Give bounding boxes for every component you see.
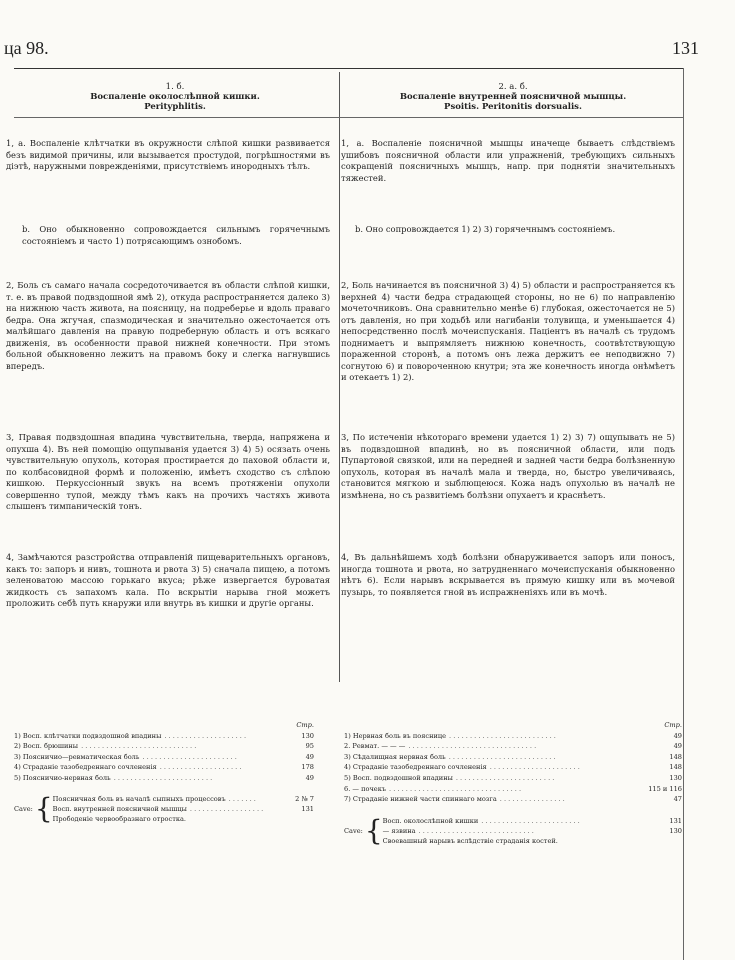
col2-latin: Psoitis. Peritonitis dorsualis. (444, 102, 582, 112)
cave-row: Поясничная боль въ началѣ сыпныхъ процессовъ . . . . . . . 2 № 7 (52, 795, 314, 803)
footnote-label: 4) Страданіе тазобедреннаго сочлененія (14, 763, 157, 772)
footnote-page: 49 (305, 773, 314, 782)
footnote-label: 6. — почекъ (344, 784, 387, 793)
footnote-label: 4) Страданіе тазобедреннаго сочлененія (344, 763, 487, 772)
cave-left (14, 794, 314, 824)
col2-title: Воспаленіе внутренней поясничной мышцы. (399, 92, 627, 102)
footnotes-left (14, 720, 314, 784)
footnote-row: 3) Сѣдалищная нервная боль . . . . . . . . . . . . . . . . . . . . . . . . . . 148 (344, 752, 682, 761)
footnote-page: 115 и 116 (648, 784, 682, 793)
col1-heading (20, 82, 330, 112)
footnote-row: 2) Восп. брюшины . . . . . . . . . . . . . . . . . . . . . . . . . . . . 95 (14, 742, 314, 751)
footnote-label: 3) Поясничио—ревматическая боль (14, 752, 140, 761)
brace-glyph: { (364, 814, 383, 847)
footnote-label: 1) Нервная боль въ пояснице (344, 731, 446, 740)
footnote-row: 5) Поясничио-нервная боль . . . . . . . . . . . . . . . . . . . . . . . . 49 (14, 773, 314, 782)
header-rule (14, 68, 684, 69)
col2-number: 2. а. б. (498, 82, 528, 92)
running-header: ца 98. (4, 38, 49, 58)
col1-number: 1. б. (165, 82, 185, 92)
col1-para-2: 2, Боль съ самаго начала сосредоточивается въ области слѣпой кишки, т. е. въ правой подвздошной ямѣ 2), откуда распространяется далеко 3) на нижнюю часть живота, на поясницу, на подреберье и вдоль праваго бедра. Она жгучая, спазмодическая и значительно ожесточается отъ малѣйшаго давленія на правую подреберную область и отъ всякаго движенія, въ особенности правой нижней конечности. При этомъ больной обыкновенно лежитъ на правомъ боку и слегка нагнувшись впередъ. (6, 280, 330, 371)
col1-latin: Perityphlitis. (144, 102, 206, 112)
footnote-label: 5) Поясничио-нервная боль (14, 773, 111, 782)
cave-item: Прободеніе червообразнаго отростка. (52, 815, 186, 823)
footnote-page: 148 (669, 763, 682, 772)
footnote-row: 4) Страданіе тазобедреннаго сочлененія . . . . . . . . . . . . . . . . . . . . 178 (14, 763, 314, 772)
footnote-row: 3) Поясничио—ревматическая боль . . . . . . . . . . . . . . . . . . . . . . . 49 (14, 752, 314, 761)
heading-rule (14, 117, 684, 118)
cave-page: 130 (669, 827, 682, 835)
footnote-row: 7) Страданіе нижней части спиннаго мозга . . . . . . . . . . . . . . . . 47 (344, 795, 682, 804)
footnotes-right-str: Стр. (664, 721, 682, 729)
footnotes-left-str: Стр. (296, 721, 314, 729)
footnote-label: 2. Ревмат. — — — (344, 742, 406, 751)
cave-row: Восп. внутренней поясничной мышцы . . . . . . . . . . . . . . . . . . 131 (52, 805, 314, 813)
page-number: 131 (672, 38, 699, 58)
cave-page: 131 (301, 805, 314, 813)
footnote-page: 95 (305, 742, 314, 751)
cave-row: — язвина . . . . . . . . . . . . . . . . . . . . . . . . . . . . 130 (382, 827, 682, 835)
cave-item: Своевашный нарывъ вслѣдствіе страданія костей. (382, 837, 558, 845)
brace-glyph: { (34, 792, 53, 825)
footnote-row: 5) Восп. подвздошной впадины . . . . . . . . . . . . . . . . . . . . . . . . 130 (344, 773, 682, 782)
col2-para-4: 4, Въ дальнѣйшемъ ходѣ болѣзни обнаруживается запоръ или поносъ, иногда тошнота и рвота, но затрудненнаго мочеиспусканія обыкновенно нѣтъ 6). Если нарывъ вскрывается въ прямую кишку или въ мочевой пузырь, то появляется гной въ испражненіяхъ или въ мочѣ. (341, 552, 675, 597)
page-edge-rule (683, 68, 684, 960)
footnote-label: 1) Восп. клѣтчатки подвздошной впадины (14, 731, 162, 740)
cave-right (344, 816, 682, 846)
footnote-label: 3) Сѣдалищная нервная боль (344, 752, 446, 761)
cave-page: 131 (669, 817, 682, 825)
cave-row: Восп. околослѣпной кишки . . . . . . . . . . . . . . . . . . . . . . . . 131 (382, 817, 682, 825)
footnote-row: 6. — почекъ . . . . . . . . . . . . . . . . . . . . . . . . . . . . . . . . 115 и 116 (344, 784, 682, 793)
footnotes-right (344, 720, 682, 805)
cave-label: Cave: (14, 805, 33, 813)
col1-title: Воспаленіе околослѣпной кишки. (90, 92, 260, 102)
col2-para-1b: b. Оно сопровождается 1) 2) 3) горячечнымъ состояніемъ. (355, 224, 616, 234)
column-divider (339, 72, 340, 682)
footnote-page: 130 (669, 773, 682, 782)
cave-label: Cave: (344, 827, 363, 835)
cave-row (53, 814, 314, 824)
footnote-page: 47 (673, 795, 682, 804)
col2-heading (348, 82, 678, 112)
col2-para-1a: 1, а. Воспаленіе поясничной мышцы иначеще бываетъ слѣдствіемъ ушибовъ поясничной области или упражненій, требующихъ сильныхъ сокращеній поясничныхъ мышцъ, напр. при поднятіи значительныхъ тяжестей. (341, 138, 675, 183)
footnote-page: 130 (301, 731, 314, 740)
footnote-page: 49 (673, 731, 682, 740)
footnote-label: 2) Восп. брюшины (14, 742, 79, 751)
footnote-label: 7) Страданіе нижней части спиннаго мозга (344, 795, 497, 804)
footnote-page: 148 (669, 752, 682, 761)
cave-item: Восп. внутренней поясничной мышцы (52, 805, 187, 813)
col2-para-3: 3, По истеченіи нѣкотораго времени удается 1) 2) 3) 7) ощупывать не 5) въ подвздошной впадинѣ, но въ поясничной области, или подъ Пупартовой связкой, или на передней и задней части бедра болѣзненную опухоль, которая въ началѣ мала и тверда, но, быстро увеличиваясь, становится мягкою и зыблющеюся. Кожа надъ опухолью въ началѣ не измѣнена, но съ развитіемъ болѣзни опухаетъ и краснѣетъ. (341, 432, 675, 500)
footnote-page: 49 (305, 752, 314, 761)
cave-item: — язвина (382, 827, 416, 835)
col1-para-4: 4, Замѣчаются разстройства отправленій пищеварительныхъ органовъ, какъ то: запоръ и нивъ, тошнота и рвота 3) 5) сначала пищею, а потомъ зеленоватою массою горькаго вкуса; рѣже извергается буроватая жидкость съ запахомъ кала. По вскрытіи нарыва гной можетъ проложить себѣ путь кнаружи или внутрь въ кишки и другіе органы. (6, 552, 330, 608)
cave-item: Восп. околослѣпной кишки (382, 817, 479, 825)
footnote-row: 1) Восп. клѣтчатки подвздошной впадины . . . . . . . . . . . . . . . . . . . . 130 (14, 731, 314, 740)
footnote-page: 49 (673, 742, 682, 751)
col1-para-3: 3, Правая подвздошная впадина чувствительна, тверда, напряжена и опухша 4). Въ ней помощію ощупыванія удается 3) 4) 5) осязать очень чувствительную опухоль, которая простирается до паховой области и, по колбасовидной формѣ и положенію, имѣетъ сходство съ слѣпою кишкою. Перкуссіонный звукъ на всемъ протяженіи опухоли совершенно тупой, между тѣмъ какъ на прочихъ частяхъ живота слышенъ тимпаническій тонъ. (6, 432, 330, 511)
footnote-row: 2. Ревмат. — — — . . . . . . . . . . . . . . . . . . . . . . . . . . . . . . . 49 (344, 742, 682, 751)
footnote-row: 4) Страданіе тазобедреннаго сочлененія . . . . . . . . . . . . . . . . . . . . . . 148 (344, 763, 682, 772)
footnote-page: 178 (301, 763, 314, 772)
footnote-label: 5) Восп. подвздошной впадины (344, 773, 453, 782)
col1-para-1a: 1, а. Воспаленіе клѣтчатки въ окружности слѣпой кишки развивается безъ видимой причины, или вызывается простудой, погрѣшностями въ діэтѣ, наружными поврежденіями, присутствіемъ инородныхъ тѣлъ. (6, 138, 330, 171)
col1-para-1b: b. Оно обыкновенно сопровождается сильнымъ горячечнымъ состояніемъ и часто 1) потрясающимъ ознобомъ. (22, 224, 330, 246)
col2-para-2: 2, Боль начинается въ поясничной 3) 4) 5) области и распространяется къ верхней 4) части бедра страдающей стороны, но не 6) по направленію мочеточниковъ. Она сравнительно менѣе 6) глубокая, ожесточается не 5) отъ давленія, но при ходьбѣ или нагибаніи толувища, и уменьшается 4) непосредственно послѣ мочеиспусканія. Паціентъ въ началѣ съ трудомъ поднимаетъ и выпрямляетъ нижнюю конечность, соотвѣтствующую пораженной сторонѣ, а потомъ онъ лежа держитъ ее неподвижно 7) согнутою 6) и повороченною кнутри; эта же конечность иногда онѣмѣетъ и отекаетъ 1) 2). (341, 280, 675, 382)
cave-row (383, 836, 682, 846)
footnote-row: 1) Нервная боль въ пояснице . . . . . . . . . . . . . . . . . . . . . . . . . . 49 (344, 731, 682, 740)
cave-page: 2 № 7 (295, 795, 314, 803)
cave-item: Поясничная боль въ началѣ сыпныхъ процессовъ (52, 795, 226, 803)
